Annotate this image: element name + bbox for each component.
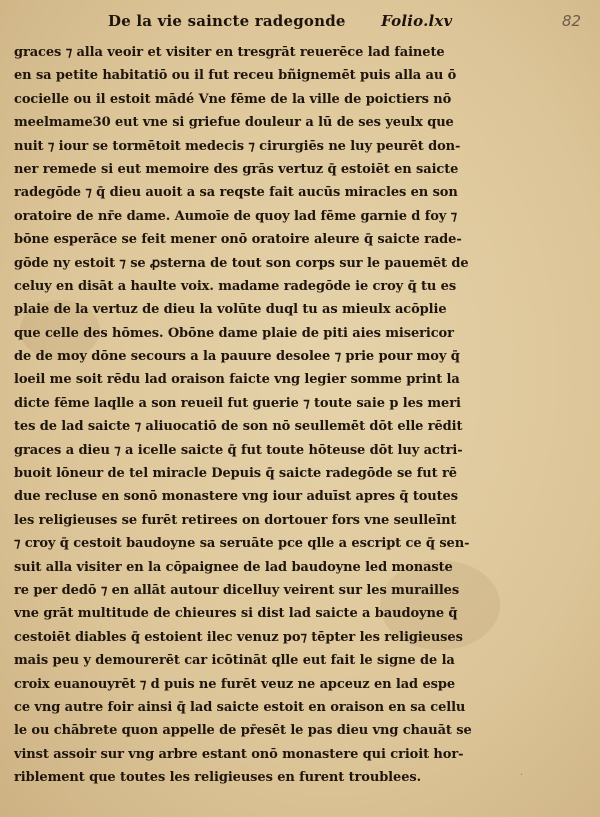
text-line: dicte fēme laqlle a son reueil fut guerie ⁊ toute saie p les meri <box>14 395 461 411</box>
text-line: cocielle ou il estoit mādé Vne fēme de la ville de poictiers nō <box>14 91 452 107</box>
text-line: que celle des hōmes. Obōne dame plaie de piti aies misericor <box>14 325 454 341</box>
text-line: meelmame30 eut vne si griefue douleur a lū de ses yeulx que <box>14 115 454 131</box>
text-line: vinst assoir sur vng arbre estant onō monastere qui crioit hor- <box>14 746 464 762</box>
text-line: loeil me soit rēdu lad oraison faicte vng legier somme print la <box>14 372 460 388</box>
text-line: en sa petite habitatiō ou il fut receu bñignemēt puis alla au ō <box>14 68 457 84</box>
folio-number: 82 <box>562 12 582 30</box>
text-line: nuit ⁊ iour se tormētoit medecis ⁊ cirurgiēs ne luy peurēt don- <box>14 138 461 154</box>
text-line: riblement que toutes les religieuses en furent troublees. <box>14 770 422 786</box>
text-line: re per dedō ⁊ en allāt autour dicelluy veirent sur les murailles <box>14 582 460 598</box>
folio-label: Folio.lxv <box>381 12 453 30</box>
running-head-title: De la vie saincte radegonde <box>108 12 346 30</box>
text-line: les religieuses se furēt retirees on dortouer fors vne seulleīnt <box>14 512 457 528</box>
running-head <box>108 12 528 30</box>
text-line: celuy en disāt a haulte voix. madame radegōde ie croy q̄ tu es <box>14 278 457 294</box>
text-line: croix euanouyrēt ⁊ d puis ne furēt veuz ne apceuz en lad espe <box>14 676 456 692</box>
text-line: ce vng autre foir ainsi q̄ lad saicte estoit en oraison en sa cellu <box>14 699 466 715</box>
text-line: bōne esperāce se feit mener onō oratoire aleure q̄ saicte rade- <box>14 232 462 248</box>
text-line: cestoiēt diables q̄ estoient ilec venuz po⁊ tēpter les religieuses <box>14 629 463 645</box>
text-line: ⁊ croy q̄ cestoit baudoyne sa seruāte pce qlle a escript ce q̄ sen- <box>14 536 470 552</box>
text-line: oratoire de nr̄e dame. Aumoīe de quoy lad fēme garnie d foy ⁊ <box>14 208 458 224</box>
text-line: gōde ny estoit ⁊ se ꝓsterna de tout son corps sur le pauemēt de <box>14 255 469 271</box>
text-line: buoit lōneur de tel miracle Depuis q̄ saicte radegōde se fut rē <box>14 466 457 482</box>
text-line: graces a dieu ⁊ a icelle saicte q̄ fut toute hōteuse dōt luy actri- <box>14 442 463 458</box>
text-line: graces ⁊ alla veoir et visiter en tresgrāt reuerēce lad fainete <box>14 45 445 60</box>
text-line: ner remede si eut memoire des grās vertuz q̄ estoiēt en saicte <box>14 161 459 177</box>
text-line: radegōde ⁊ q̄ dieu auoit a sa reqste fait aucūs miracles en son <box>14 185 458 201</box>
body-text <box>14 41 500 790</box>
text-line: due recluse en sonō monastere vng iour aduīst apres q̄ toutes <box>14 489 458 505</box>
text-line: vne grāt multitude de chieures si dist lad saicte a baudoyne q̄ <box>14 606 458 622</box>
text-line: suit alla visiter en la cōpaignee de lad baudoyne led monaste <box>14 559 453 575</box>
text-line: plaie de la vertuz de dieu la volūte duql tu as mieulx acōplie <box>14 302 447 318</box>
text-line: mais peu y demourerēt car icōtināt qlle eut fait le signe de la <box>14 653 455 669</box>
text-line: tes de lad saicte ⁊ aliuocatiō de son nō seullemēt dōt elle rēdit <box>14 419 463 435</box>
text-line: de de moy dōne secours a la pauure desolee ⁊ prie pour moy q̄ <box>14 349 460 365</box>
margin-mark: · <box>520 770 524 781</box>
text-line: le ou chābrete quon appelle de pr̄esēt le pas dieu vng chauāt se <box>14 723 472 739</box>
